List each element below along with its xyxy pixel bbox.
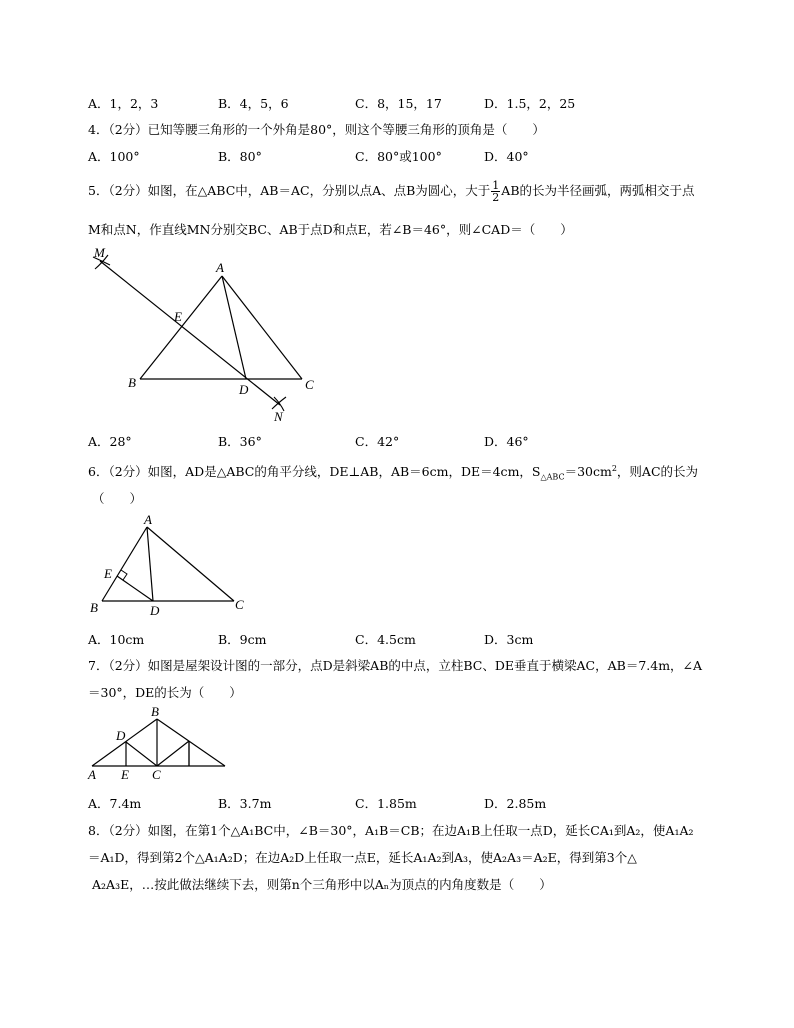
fraction-half bbox=[491, 180, 500, 203]
q7-label-d: D bbox=[116, 728, 126, 743]
q4-option-b: B．80° bbox=[218, 149, 262, 164]
q6-segment-de bbox=[117, 576, 153, 601]
q5-figure bbox=[88, 245, 328, 425]
q5-option-c: C．42° bbox=[355, 434, 400, 449]
q5-stem bbox=[88, 180, 695, 203]
q5-label-c: C bbox=[305, 377, 314, 392]
q5-label-a: A bbox=[216, 260, 224, 275]
q5-option-d: D．46° bbox=[484, 434, 529, 449]
q7-label-e: E bbox=[121, 767, 129, 782]
fraction-numerator: 1 bbox=[492, 179, 500, 192]
q6-label-d: D bbox=[150, 603, 160, 618]
q6-stem-end: ，则AC的长为 bbox=[616, 464, 699, 479]
q6-side-ab bbox=[102, 527, 147, 601]
q6-stem bbox=[88, 462, 698, 482]
q7-option-a: A．7.4m bbox=[88, 796, 142, 811]
q7-stem: 7．（2分）如图是屋架设计图的一部分，点D是斜梁AB的中点，立柱BC、DE垂直于横梁AC，AB＝7.4m，∠A bbox=[88, 658, 703, 673]
q3-option-c: C．8，15，17 bbox=[355, 96, 442, 111]
q5-line-mn bbox=[100, 261, 280, 405]
q6-side-ac bbox=[147, 527, 234, 601]
q5-option-a: A．28° bbox=[88, 434, 132, 449]
q6-label-c: C bbox=[235, 597, 244, 612]
q5-label-m: M bbox=[94, 245, 105, 260]
q7-brace-left bbox=[126, 742, 157, 766]
q6-label-a: A bbox=[144, 512, 152, 527]
q3-option-a: A．1，2，3 bbox=[88, 96, 159, 111]
q5-stem-line2: M和点N，作直线MN分别交BC、AB于点D和点E，若∠B＝46°，则∠CAD＝（ ） bbox=[88, 222, 573, 237]
q7-brace-right-1 bbox=[157, 741, 189, 766]
q7-option-d: D．2.85m bbox=[484, 796, 547, 811]
q6-stem-text: 6．（2分）如图，AD是△ABC的角平分线，DE⊥AB，AB＝6cm，DE＝4cm，S bbox=[88, 464, 541, 479]
q5-option-b: B．36° bbox=[218, 434, 262, 449]
q6-segment-ad bbox=[147, 527, 153, 601]
q6-area-superscript: 2 bbox=[611, 463, 617, 473]
q7-figure bbox=[88, 702, 238, 782]
q6-option-c: C．4.5cm bbox=[355, 632, 416, 647]
q5-stem-part1: 5．（2分）如图，在△ABC中，AB＝AC，分别以点A、点B为圆心，大于 bbox=[88, 183, 491, 198]
q7-label-b: B bbox=[151, 704, 159, 719]
q4-option-c: C．80°或100° bbox=[355, 149, 442, 164]
q3-option-b: B．4，5，6 bbox=[218, 96, 289, 111]
q5-label-e: E bbox=[174, 309, 182, 324]
q6-figure bbox=[88, 512, 258, 622]
q6-label-e: E bbox=[104, 566, 112, 581]
q8-stem-line3: A₂A₃E，…按此做法继续下去，则第n个三角形中以Aₙ为顶点的内角度数是（ ） bbox=[92, 877, 552, 892]
q6-label-b: B bbox=[90, 600, 98, 615]
q7-option-c: C．1.85m bbox=[355, 796, 417, 811]
q4-stem: 4．（2分）已知等腰三角形的一个外角是80°，则这个等腰三角形的顶角是（ ） bbox=[88, 122, 545, 137]
q7-label-a: A bbox=[88, 767, 96, 782]
q7-stem-line2: ＝30°，DE的长为（ ） bbox=[88, 685, 242, 700]
q5-label-n: N bbox=[274, 409, 283, 424]
q5-side-ab bbox=[140, 276, 222, 379]
q5-label-d: D bbox=[239, 382, 249, 397]
fraction-denominator: 2 bbox=[492, 191, 500, 204]
q6-option-a: A．10cm bbox=[88, 632, 145, 647]
q6-right-angle-mark bbox=[121, 570, 127, 580]
q3-option-d: D．1.5，2，25 bbox=[484, 96, 576, 111]
q4-option-a: A．100° bbox=[88, 149, 140, 164]
q6-option-d: D．3cm bbox=[484, 632, 534, 647]
q7-label-c: C bbox=[152, 767, 161, 782]
q6-area-subscript: △ABC bbox=[540, 472, 565, 482]
q7-option-b: B．3.7m bbox=[218, 796, 272, 811]
q8-stem-line1: 8．（2分）如图，在第1个△A₁BC中，∠B＝30°，A₁B＝CB；在边A₁B上任取一点D，延长CA₁到A₂，使A₁A₂ bbox=[88, 823, 694, 838]
q8-stem-line2: ＝A₁D，得到第2个△A₁A₂D；在边A₂D上任取一点E，延长A₁A₂到A₃，使A₂A₃＝A₂E，得到第3个△ bbox=[88, 850, 637, 865]
q5-stem-part2: AB的长为半径画弧，两弧相交于点 bbox=[501, 183, 695, 198]
q6-stem-tail: ＝30cm bbox=[564, 464, 612, 479]
q6-answer-paren: （ ） bbox=[92, 491, 143, 506]
q4-option-d: D．40° bbox=[484, 149, 529, 164]
q6-option-b: B．9cm bbox=[218, 632, 267, 647]
q7-rafter-right bbox=[157, 719, 225, 766]
q5-label-b: B bbox=[128, 375, 136, 390]
